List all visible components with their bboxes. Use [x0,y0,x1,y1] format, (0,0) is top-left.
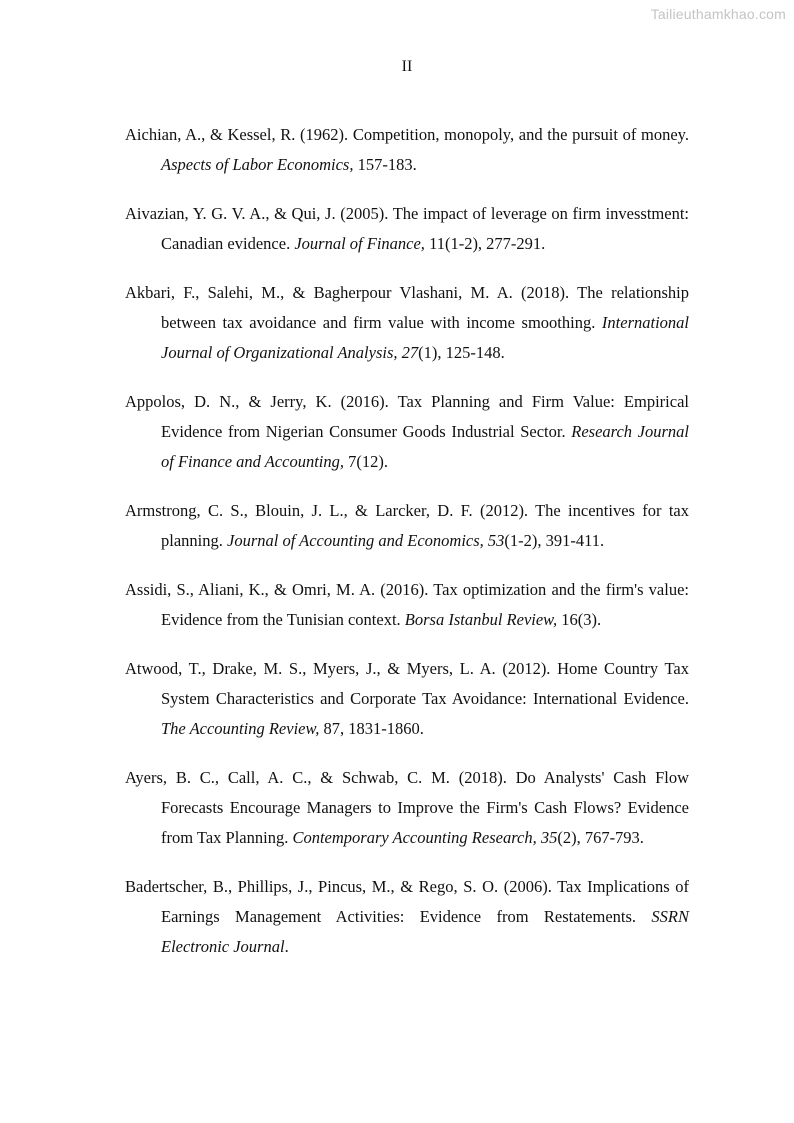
reference-text: Appolos, D. N., & Jerry, K. (2016). Tax Planning and Firm Value: Empirical Evidence from Nigerian Consumer Goods Industrial Sector. [125,392,689,441]
page-number: II [401,58,413,75]
reference-text: Badertscher, B., Phillips, J., Pincus, M., & Rego, S. O. (2006). Tax Implications of Earnings Management Activities: Evidence from Restatements. [125,877,689,926]
reference-journal: Contemporary Accounting Research, 35 [292,828,558,847]
reference-entry [125,575,689,635]
watermark-text: Tailieuthamkhao.com [650,6,786,22]
reference-text: Armstrong, C. S., Blouin, J. L., & Larcker, D. F. (2012). The incentives for tax planning. [125,501,689,550]
reference-entry [125,654,689,744]
reference-entry [125,199,689,259]
reference-journal: Journal of Finance, [294,234,425,253]
reference-list [125,120,689,981]
reference-entry [125,387,689,477]
reference-tail: 87, 1831-1860. [319,719,424,738]
reference-tail: 7(12). [344,452,388,471]
reference-journal: Borsa Istanbul Review, [404,610,558,629]
reference-tail: . [284,937,289,956]
reference-tail: 16(3). [557,610,602,629]
reference-journal: International Journal of Organizational Analysis, 27 [161,313,689,362]
reference-journal: The Accounting Review, [161,719,320,738]
reference-text: Atwood, T., Drake, M. S., Myers, J., & Myers, L. A. (2012). Home Country Tax System Characteristics and Corporate Tax Avoidance: International Evidence. [125,659,689,708]
reference-text: Assidi, S., Aliani, K., & Omri, M. A. (2016). Tax optimization and the firm's value: Evidence from the Tunisian context. [125,580,689,629]
reference-text: Aivazian, Y. G. V. A., & Qui, J. (2005). The impact of leverage on firm invesstment: Canadian evidence. [125,204,689,253]
reference-text: Ayers, B. C., Call, A. C., & Schwab, C. M. (2018). Do Analysts' Cash Flow Forecasts Encourage Managers to Improve the Firm's Cash Flows? Evidence from Tax Planning. [125,768,689,847]
reference-tail: (1-2), 391-411. [504,531,605,550]
reference-tail: (1), 125-148. [418,343,505,362]
reference-journal: SSRN Electronic Journal [161,907,689,956]
reference-entry [125,872,689,962]
reference-journal: Journal of Accounting and Economics, 53 [227,531,505,550]
reference-entry [125,763,689,853]
reference-text: Akbari, F., Salehi, M., & Bagherpour Vlashani, M. A. (2018). The relationship between tax avoidance and firm value with income smoothing. [125,283,689,332]
reference-tail: 157-183. [353,155,417,174]
reference-tail: 11(1-2), 277-291. [424,234,546,253]
reference-entry [125,278,689,368]
reference-entry [125,120,689,180]
reference-text: Aichian, A., & Kessel, R. (1962). Competition, monopoly, and the pursuit of money. [125,125,689,144]
reference-journal: Aspects of Labor Economics, [161,155,354,174]
reference-tail: (2), 767-793. [557,828,644,847]
reference-entry [125,496,689,556]
reference-journal: Research Journal of Finance and Accounting, [161,422,690,471]
